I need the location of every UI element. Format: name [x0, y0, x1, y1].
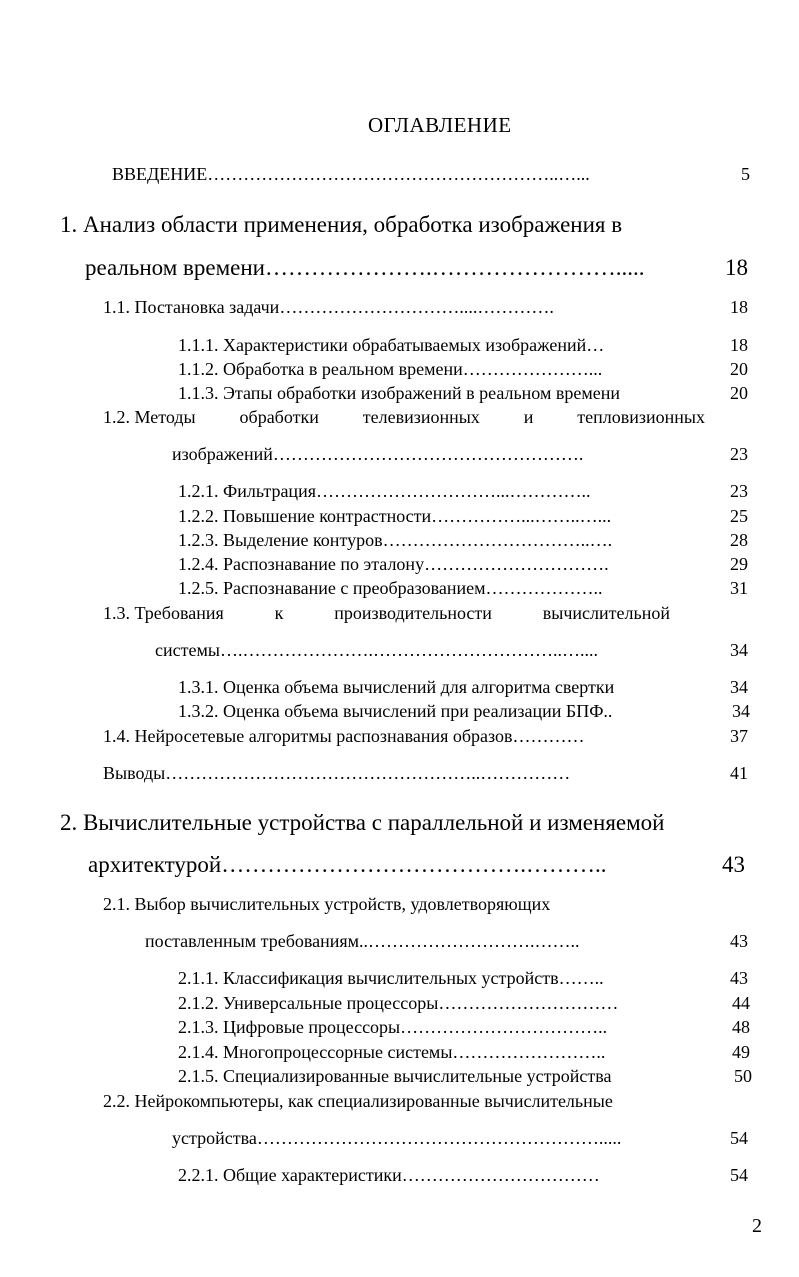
toc-section-1-2-word: телевизионных — [362, 407, 480, 427]
toc-section-2-1-cont: поставленным требованиям..……………………….…….. — [145, 931, 580, 951]
toc-subsection-2-1-2-page: 44 — [732, 993, 750, 1013]
toc-subsection-1-1-1-page: 18 — [730, 335, 748, 355]
toc-section-1-2-page: 23 — [730, 444, 748, 464]
toc-section-1-2-word: и — [523, 407, 534, 427]
toc-section-2-2-page: 54 — [730, 1128, 748, 1148]
toc-chapter-1-title: 1. Анализ области применения, обработка изображения в — [60, 212, 623, 237]
toc-section-1-2 — [103, 408, 705, 426]
toc-subsection-1-2-2-page: 25 — [730, 506, 748, 526]
toc-subsection-1-1-2-page: 20 — [730, 359, 748, 379]
toc-chapter-2-title: 2. Вычислительные устройства с параллельной и изменяемой — [60, 810, 665, 835]
toc-subsection-1-1-3-page: 20 — [730, 383, 748, 403]
toc-section-1-1-page: 18 — [730, 297, 748, 317]
toc-subsection-2-1-4: 2.1.4. Многопроцессорные системы…………………….. — [178, 1042, 606, 1062]
toc-section-1-2-word: тепловизионных — [577, 407, 705, 427]
toc-subsection-1-2-3-page: 28 — [730, 530, 748, 550]
toc-subsection-1-3-1: 1.3.1. Оценка объема вычислений для алгоритма свертки — [178, 677, 615, 697]
toc-section-1-4-page: 37 — [730, 726, 748, 746]
toc-subsection-1-1-1: 1.1.1. Характеристики обрабатываемых изображений… — [178, 335, 605, 355]
toc-subsection-2-1-1: 2.1.1. Классификация вычислительных устройств…….. — [178, 968, 604, 988]
toc-subsection-2-1-5-page: 50 — [734, 1066, 752, 1086]
toc-title: ОГЛАВЛЕНИЕ — [368, 113, 512, 137]
toc-subsection-1-2-1-page: 23 — [730, 481, 748, 501]
toc-chapter-1-page: 18 — [725, 255, 748, 280]
toc-section-1-2-word: обработки — [239, 407, 319, 427]
page-number: 2 — [752, 1215, 762, 1237]
toc-subsection-1-1-3: 1.1.3. Этапы обработки изображений в реальном времени — [178, 383, 620, 403]
toc-section-2-1-page: 43 — [730, 931, 748, 951]
toc-subsection-2-2-1: 2.2.1. Общие характеристики…………………………… — [178, 1165, 600, 1185]
toc-chapter-2-title-cont: архитектурой………………………………….……….. — [88, 852, 607, 877]
toc-section-1-3 — [103, 604, 670, 622]
toc-conclusions: Выводы……………………………………………..…………… — [103, 763, 571, 783]
toc-conclusions-page: 41 — [730, 763, 748, 783]
toc-subsection-1-3-1-page: 34 — [730, 677, 748, 697]
toc-section-1-3-page: 34 — [730, 640, 748, 660]
toc-subsection-1-2-5-page: 31 — [730, 578, 748, 598]
toc-subsection-2-2-1-page: 54 — [730, 1165, 748, 1185]
toc-page-intro: 5 — [741, 164, 750, 184]
toc-section-1-3-word: 1.3. Требования — [103, 603, 224, 623]
toc-subsection-1-3-2-page: 34 — [732, 701, 750, 721]
toc-subsection-2-1-3: 2.1.3. Цифровые процессоры…………………………….. — [178, 1017, 608, 1037]
toc-section-1-3-cont: системы….………………….…………………………..….... — [155, 640, 598, 660]
toc-subsection-1-1-2: 1.1.2. Обработка в реальном времени…………………... — [178, 359, 603, 379]
toc-subsection-1-2-4-page: 29 — [730, 554, 748, 574]
toc-section-2-1: 2.1. Выбор вычислительных устройств, удовлетворяющих — [103, 894, 551, 914]
toc-section-1-3-word: производительности — [334, 603, 492, 623]
toc-subsection-1-2-3: 1.2.3. Выделение контуров……………………………..…. — [178, 530, 613, 550]
toc-subsection-2-1-5: 2.1.5. Специализированные вычислительные устройства — [178, 1066, 612, 1086]
toc-subsection-1-2-1: 1.2.1. Фильтрация…………………………...………….. — [178, 481, 591, 501]
toc-chapter-2-page: 43 — [722, 852, 745, 877]
toc-section-1-3-word: к — [274, 603, 284, 623]
toc-section-2-2: 2.2. Нейрокомпьютеры, как специализированные вычислительные — [103, 1091, 613, 1111]
toc-section-1-2-word: 1.2. Методы — [103, 407, 196, 427]
toc-section-1-1: 1.1. Постановка задачи…………………………....…………. — [103, 297, 554, 317]
toc-subsection-2-1-3-page: 48 — [732, 1017, 750, 1037]
toc-section-1-4: 1.4. Нейросетевые алгоритмы распознавания образов………… — [103, 726, 585, 746]
toc-subsection-1-2-4: 1.2.4. Распознавание по эталону…………………………. — [178, 554, 609, 574]
toc-subsection-2-1-4-page: 49 — [732, 1042, 750, 1062]
toc-chapter-1-title-cont: реальном времени………………….……………………..... — [85, 255, 645, 280]
toc-section-2-2-cont: устройства…………………………………………………..... — [172, 1128, 622, 1148]
toc-subsection-2-1-2: 2.1.2. Универсальные процессоры………………………… — [178, 993, 619, 1013]
toc-subsection-1-3-2: 1.3.2. Оценка объема вычислений при реализации БПФ.. — [178, 701, 613, 721]
toc-entry-intro: ВВЕДЕНИЕ…………………………………………………..…... — [112, 164, 590, 184]
toc-subsection-2-1-1-page: 43 — [730, 968, 748, 988]
toc-section-1-3-word: вычислительной — [542, 603, 670, 623]
toc-subsection-1-2-5: 1.2.5. Распознавание с преобразованием……………….. — [178, 578, 603, 598]
toc-section-1-2-cont: изображений……………………………………………. — [172, 444, 584, 464]
toc-subsection-1-2-2: 1.2.2. Повышение контрастности……………...……..…... — [178, 506, 612, 526]
